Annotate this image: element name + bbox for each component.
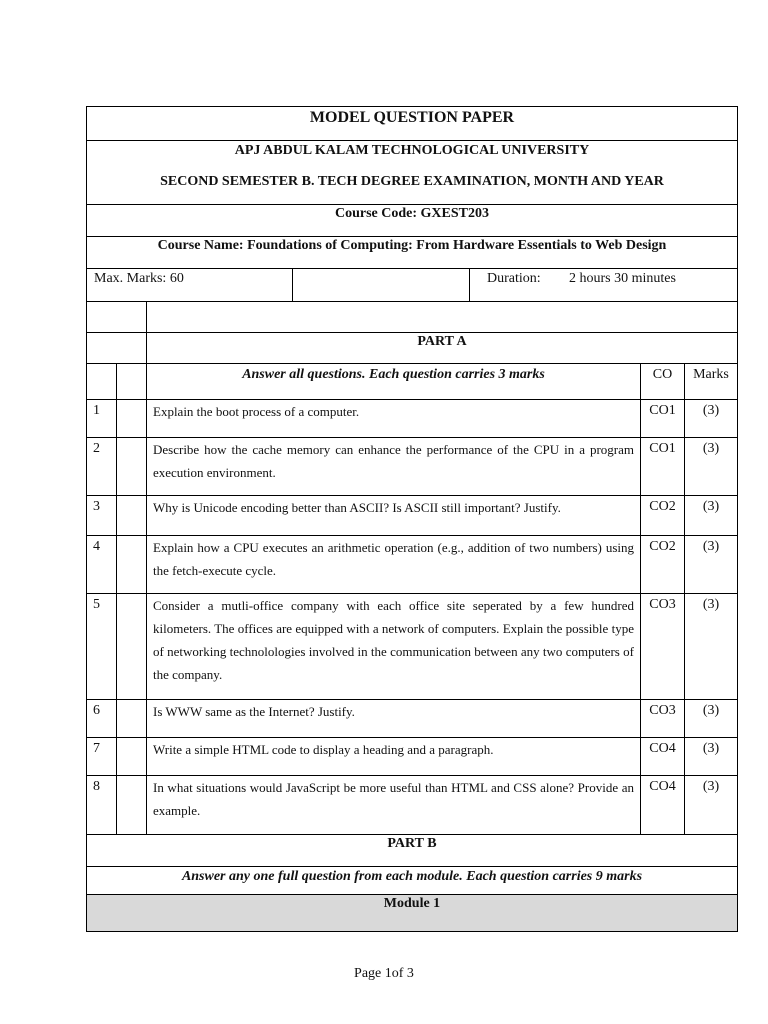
part-a-row — [86, 332, 738, 363]
question-row — [86, 775, 738, 834]
co-header: CO — [641, 364, 685, 400]
question-co: CO1 — [641, 438, 685, 496]
question-co: CO3 — [641, 700, 685, 738]
question-text: In what situations would JavaScript be more useful than HTML and CSS alone? Provide an example. — [147, 776, 641, 835]
question-row — [86, 699, 738, 737]
question-row — [86, 399, 738, 437]
module-row — [86, 894, 738, 932]
part-a-title: PART A — [417, 334, 467, 349]
part-a-header-row — [86, 363, 738, 399]
question-marks: (3) — [702, 703, 720, 718]
question-number: 8 — [87, 776, 117, 835]
question-number: 7 — [87, 738, 117, 776]
question-text: Write a simple HTML code to display a heading and a paragraph. — [147, 738, 641, 776]
course-code: Course Code: GXEST203 — [334, 206, 489, 221]
question-text: Consider a mutli-office company with each office site seperated by a few hundred kilometers. The offices are equipped with a network of computers. Explain the possible type of networking technolologies involved in the communication between any two computers of the company. — [147, 594, 641, 700]
question-text: Explain the boot process of a computer. — [147, 400, 641, 438]
course-name-row — [86, 236, 738, 268]
question-number: 6 — [87, 700, 117, 738]
exam-name: SECOND SEMESTER B. TECH DEGREE EXAMINATION, MONTH AND YEAR — [160, 174, 664, 189]
question-marks: (3) — [702, 597, 720, 612]
question-row — [86, 535, 738, 593]
title-row — [86, 106, 738, 140]
blank-row — [86, 301, 738, 332]
question-marks: (3) — [702, 741, 720, 756]
university-name: APJ ABDUL KALAM TECHNOLOGICAL UNIVERSITY — [234, 143, 590, 158]
page-number: Page 1of 3 — [354, 966, 414, 981]
question-row — [86, 495, 738, 535]
question-number: 5 — [87, 594, 117, 700]
question-co: CO4 — [641, 738, 685, 776]
question-co: CO3 — [641, 594, 685, 700]
question-number: 4 — [87, 536, 117, 594]
part-b-row — [86, 834, 738, 866]
max-marks: Max. Marks: 60 — [94, 271, 184, 286]
question-text: Why is Unicode encoding better than ASCII? Is ASCII still important? Justify. — [147, 496, 641, 536]
university-row — [86, 140, 738, 204]
course-name: Course Name: Foundations of Computing: From Hardware Essentials to Web Design — [157, 238, 667, 253]
empty-cell — [293, 269, 470, 302]
question-co: CO4 — [641, 776, 685, 835]
paper-title: MODEL QUESTION PAPER — [309, 109, 515, 126]
question-text: Explain how a CPU executes an arithmetic operation (e.g., addition of two numbers) using the fetch-execute cycle. — [147, 536, 641, 594]
question-row — [86, 437, 738, 495]
question-text: Is WWW same as the Internet? Justify. — [147, 700, 641, 738]
module-title: Module 1 — [383, 896, 441, 911]
question-number: 2 — [87, 438, 117, 496]
question-co: CO2 — [641, 536, 685, 594]
part-b-instruction-row — [86, 866, 738, 894]
course-code-row — [86, 204, 738, 236]
part-b-instruction: Answer any one full question from each module. Each question carries 9 marks — [181, 869, 643, 884]
question-marks: (3) — [702, 441, 720, 456]
part-b-title: PART B — [387, 836, 437, 851]
marks-duration-row — [86, 268, 738, 301]
question-row — [86, 593, 738, 699]
question-text: Describe how the cache memory can enhance the performance of the CPU in a program execution environment. — [147, 438, 641, 496]
marks-header: Marks — [693, 367, 729, 382]
duration-label: Duration: — [487, 271, 541, 286]
question-marks: (3) — [702, 539, 720, 554]
question-number: 1 — [87, 400, 117, 438]
question-marks: (3) — [702, 403, 720, 418]
question-co: CO1 — [641, 400, 685, 438]
question-marks: (3) — [702, 779, 720, 794]
question-co: CO2 — [641, 496, 685, 536]
question-marks: (3) — [702, 499, 720, 514]
part-a-instruction: Answer all questions. Each question carries 3 marks — [147, 364, 641, 400]
duration-cell — [470, 269, 737, 302]
question-number: 3 — [87, 496, 117, 536]
max-marks-cell — [87, 269, 293, 302]
duration-value: 2 hours 30 minutes — [569, 271, 676, 286]
question-row — [86, 737, 738, 775]
